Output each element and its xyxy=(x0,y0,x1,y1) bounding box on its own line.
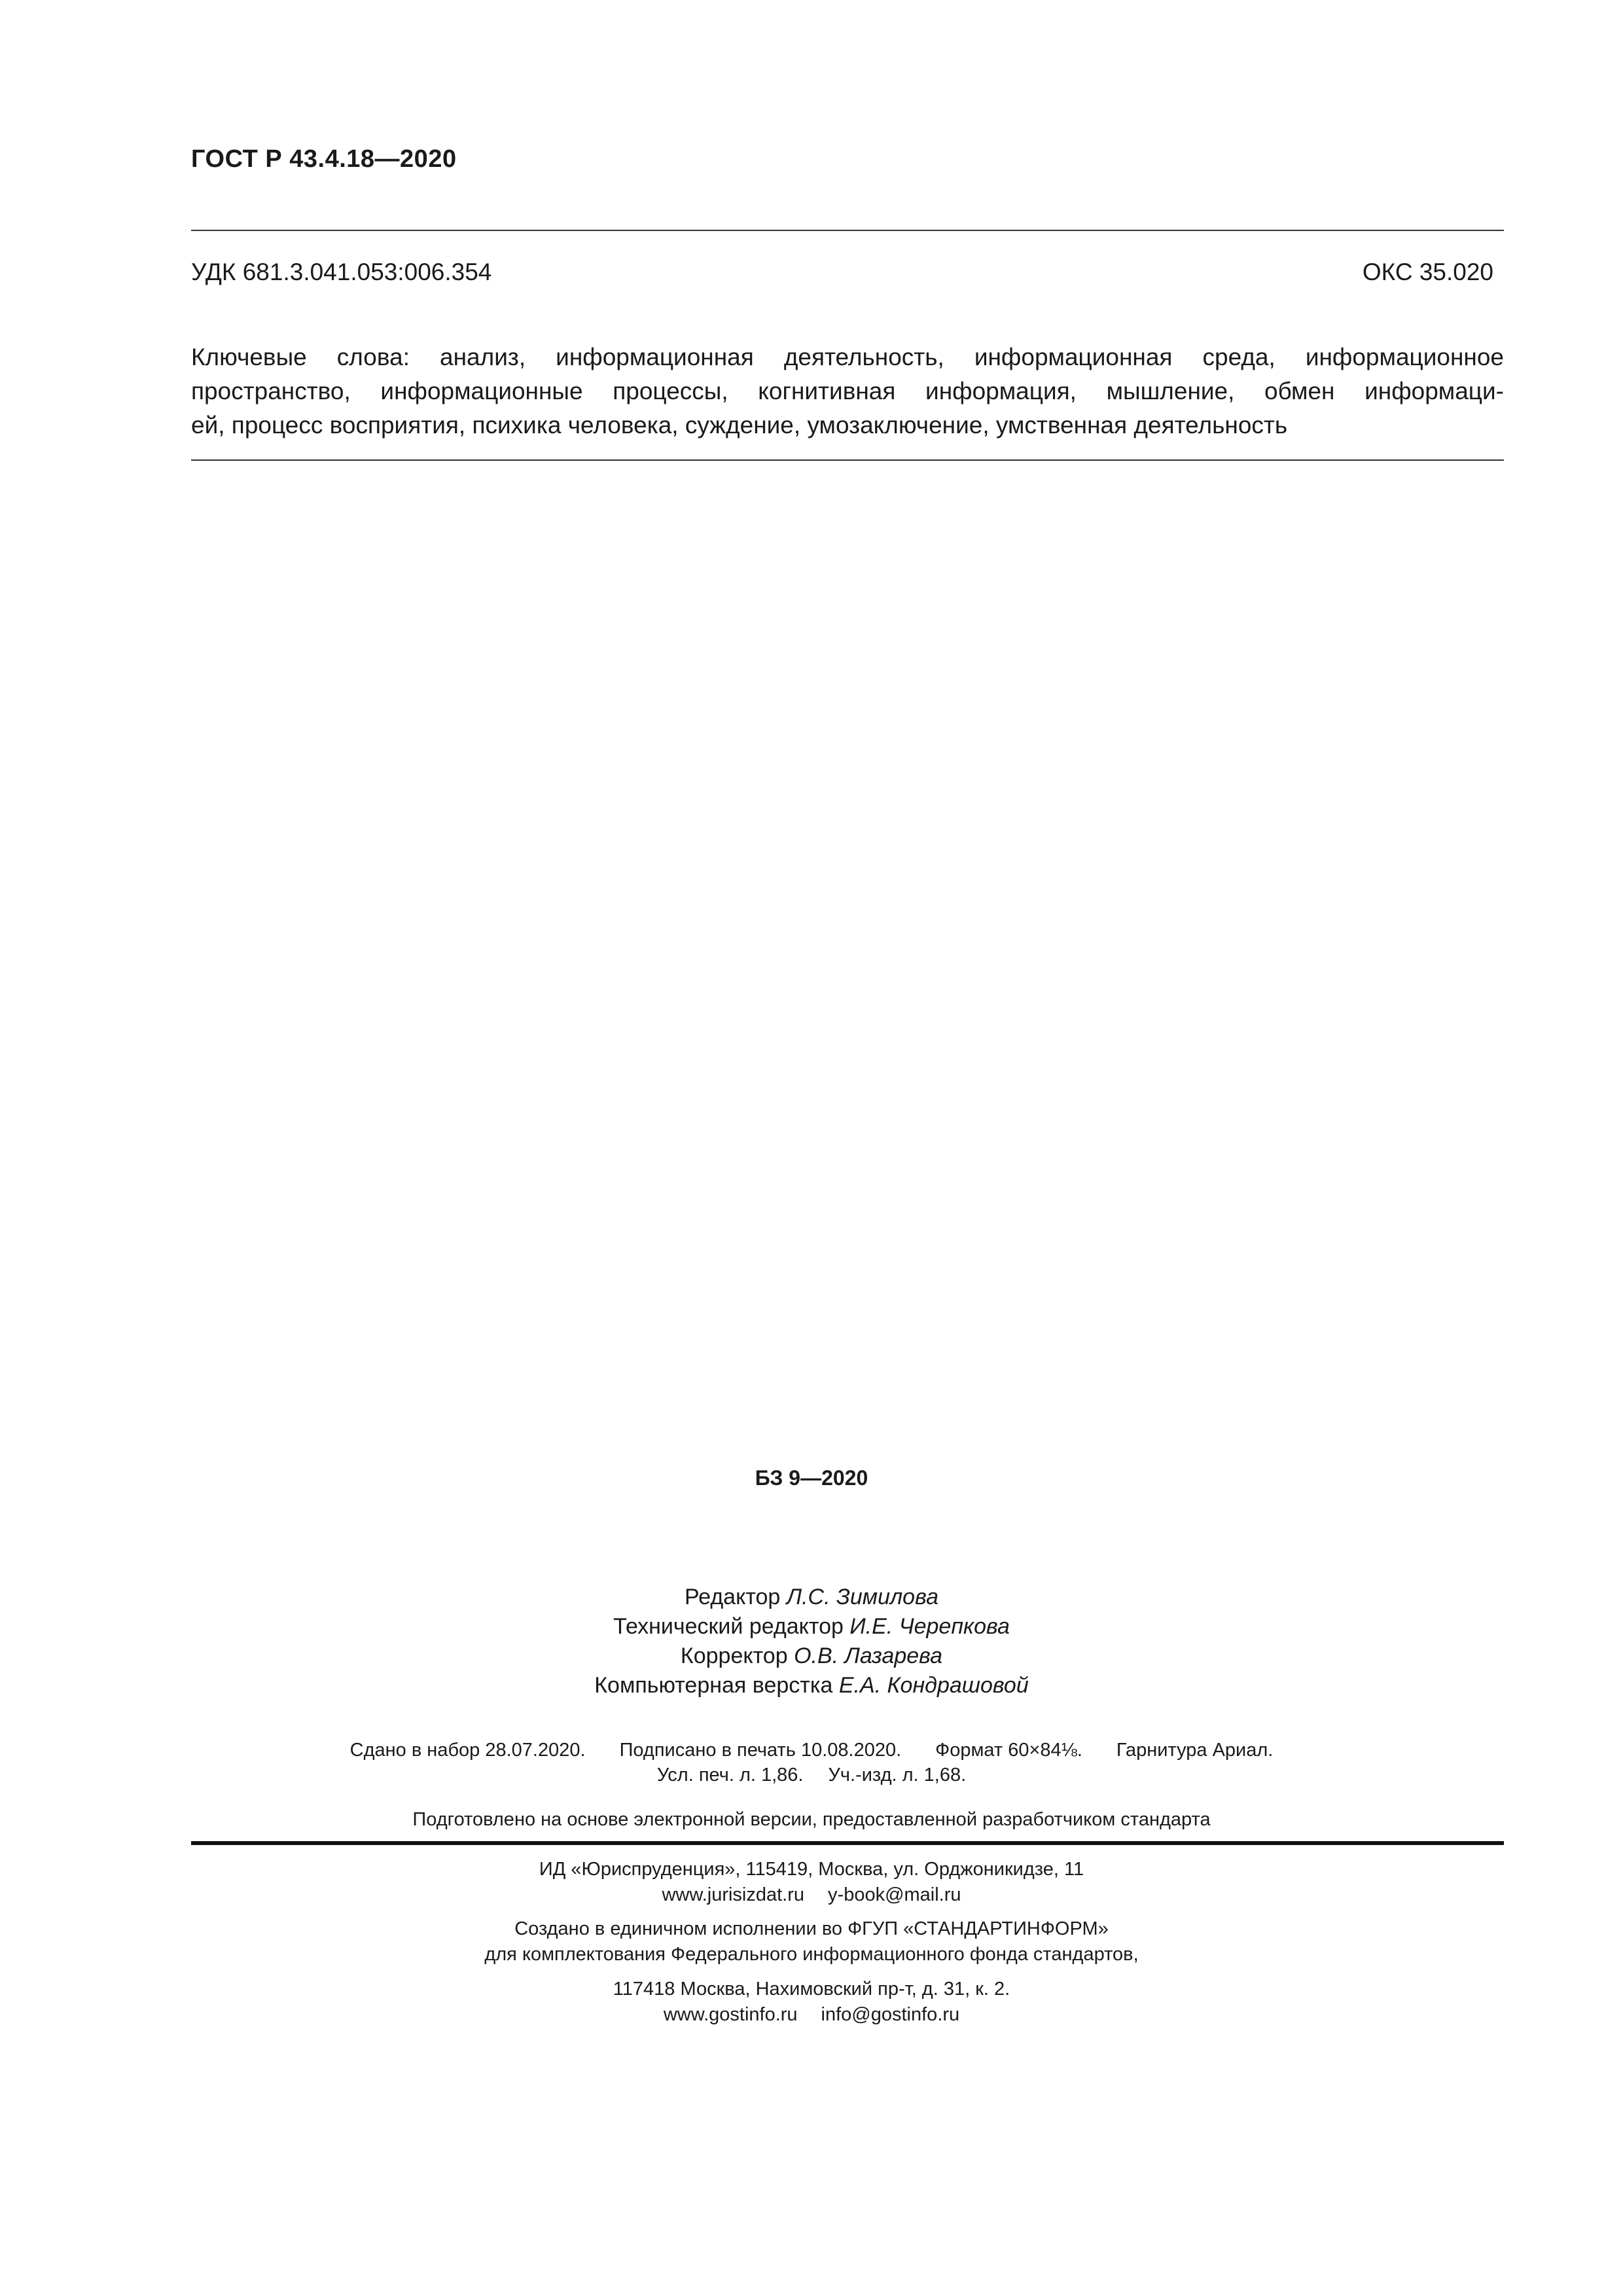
keywords-line: пространство, информационные процессы, когнитивная информация, мышление, обмен информаци- xyxy=(191,378,1504,404)
keywords-divider xyxy=(191,459,1504,461)
prepared-note: Подготовлено на основе электронной версии, предоставленной разработчиком стандарта xyxy=(412,1809,1211,1830)
created-line: Создано в единичном исполнении во ФГУП «СТАНДАРТИНФОРМ» xyxy=(514,1918,1109,1939)
format: Формат 60×84⅛. xyxy=(935,1740,1082,1761)
typeface: Гарнитура Ариал. xyxy=(1116,1740,1274,1761)
created-line: для комплектования Федерального информационного фонда стандартов, xyxy=(484,1944,1139,1965)
credit-role: Компьютерная верстка xyxy=(594,1673,833,1698)
publisher-divider xyxy=(191,1841,1504,1845)
credit-name: Е.А. Кондрашовой xyxy=(838,1673,1029,1698)
credit-name: Л.С. Зимилова xyxy=(786,1585,938,1609)
credit-name: О.В. Лазарева xyxy=(794,1643,943,1668)
credits-block xyxy=(0,1583,1623,1700)
credit-role: Технический редактор xyxy=(613,1614,844,1639)
oks-code: ОКС 35.020 xyxy=(1362,259,1493,285)
publisher-contacts xyxy=(0,1882,1623,1908)
udk-code: УДК 681.3.041.053:006.354 xyxy=(191,259,492,285)
created-note xyxy=(0,1916,1623,1967)
credit-layout xyxy=(0,1671,1623,1700)
credit-role: Корректор xyxy=(680,1643,788,1668)
gostinfo-email-link[interactable]: info@gostinfo.ru xyxy=(821,2004,960,2025)
publisher-address: ИД «Юриспруденция», 115419, Москва, ул. Орджоникидзе, 11 xyxy=(539,1859,1084,1880)
credit-name: И.Е. Черепкова xyxy=(849,1614,1010,1639)
print-info-line1 xyxy=(0,1738,1623,1763)
publisher-email-link[interactable]: y-book@mail.ru xyxy=(828,1884,961,1905)
publisher-website-link[interactable]: www.jurisizdat.ru xyxy=(662,1884,805,1905)
gostinfo-website-link[interactable]: www.gostinfo.ru xyxy=(663,2004,798,2025)
gostinfo-contacts xyxy=(0,2002,1623,2028)
standard-code: ГОСТ Р 43.4.18—2020 xyxy=(191,145,457,173)
signed-date: Подписано в печать 10.08.2020. xyxy=(619,1740,902,1761)
keywords-line: ей, процесс восприятия, психика человека, суждение, умозаключение, умственная деятельность xyxy=(191,412,1288,439)
printed-sheets: Усл. печ. л. 1,86. xyxy=(656,1765,804,1785)
publishing-sheets: Уч.-изд. л. 1,68. xyxy=(828,1765,967,1785)
top-divider xyxy=(191,230,1504,231)
print-info-line2 xyxy=(0,1763,1623,1787)
gostinfo-address: 117418 Москва, Нахимовский пр-т, д. 31, к. 2. xyxy=(613,1979,1010,2000)
gostinfo-block xyxy=(0,1977,1623,2028)
credit-tech-editor xyxy=(0,1612,1623,1641)
credit-proofreader xyxy=(0,1641,1623,1671)
typeset-date: Сдано в набор 28.07.2020. xyxy=(349,1740,586,1761)
keywords-line: Ключевые слова: анализ, информационная деятельность, информационная среда, информационное xyxy=(191,344,1504,370)
keywords-block xyxy=(191,340,1504,442)
bz-code: БЗ 9—2020 xyxy=(755,1466,868,1490)
publisher-block xyxy=(0,1857,1623,1908)
credit-role: Редактор xyxy=(684,1585,781,1609)
credit-editor xyxy=(0,1583,1623,1612)
print-info xyxy=(0,1738,1623,1787)
